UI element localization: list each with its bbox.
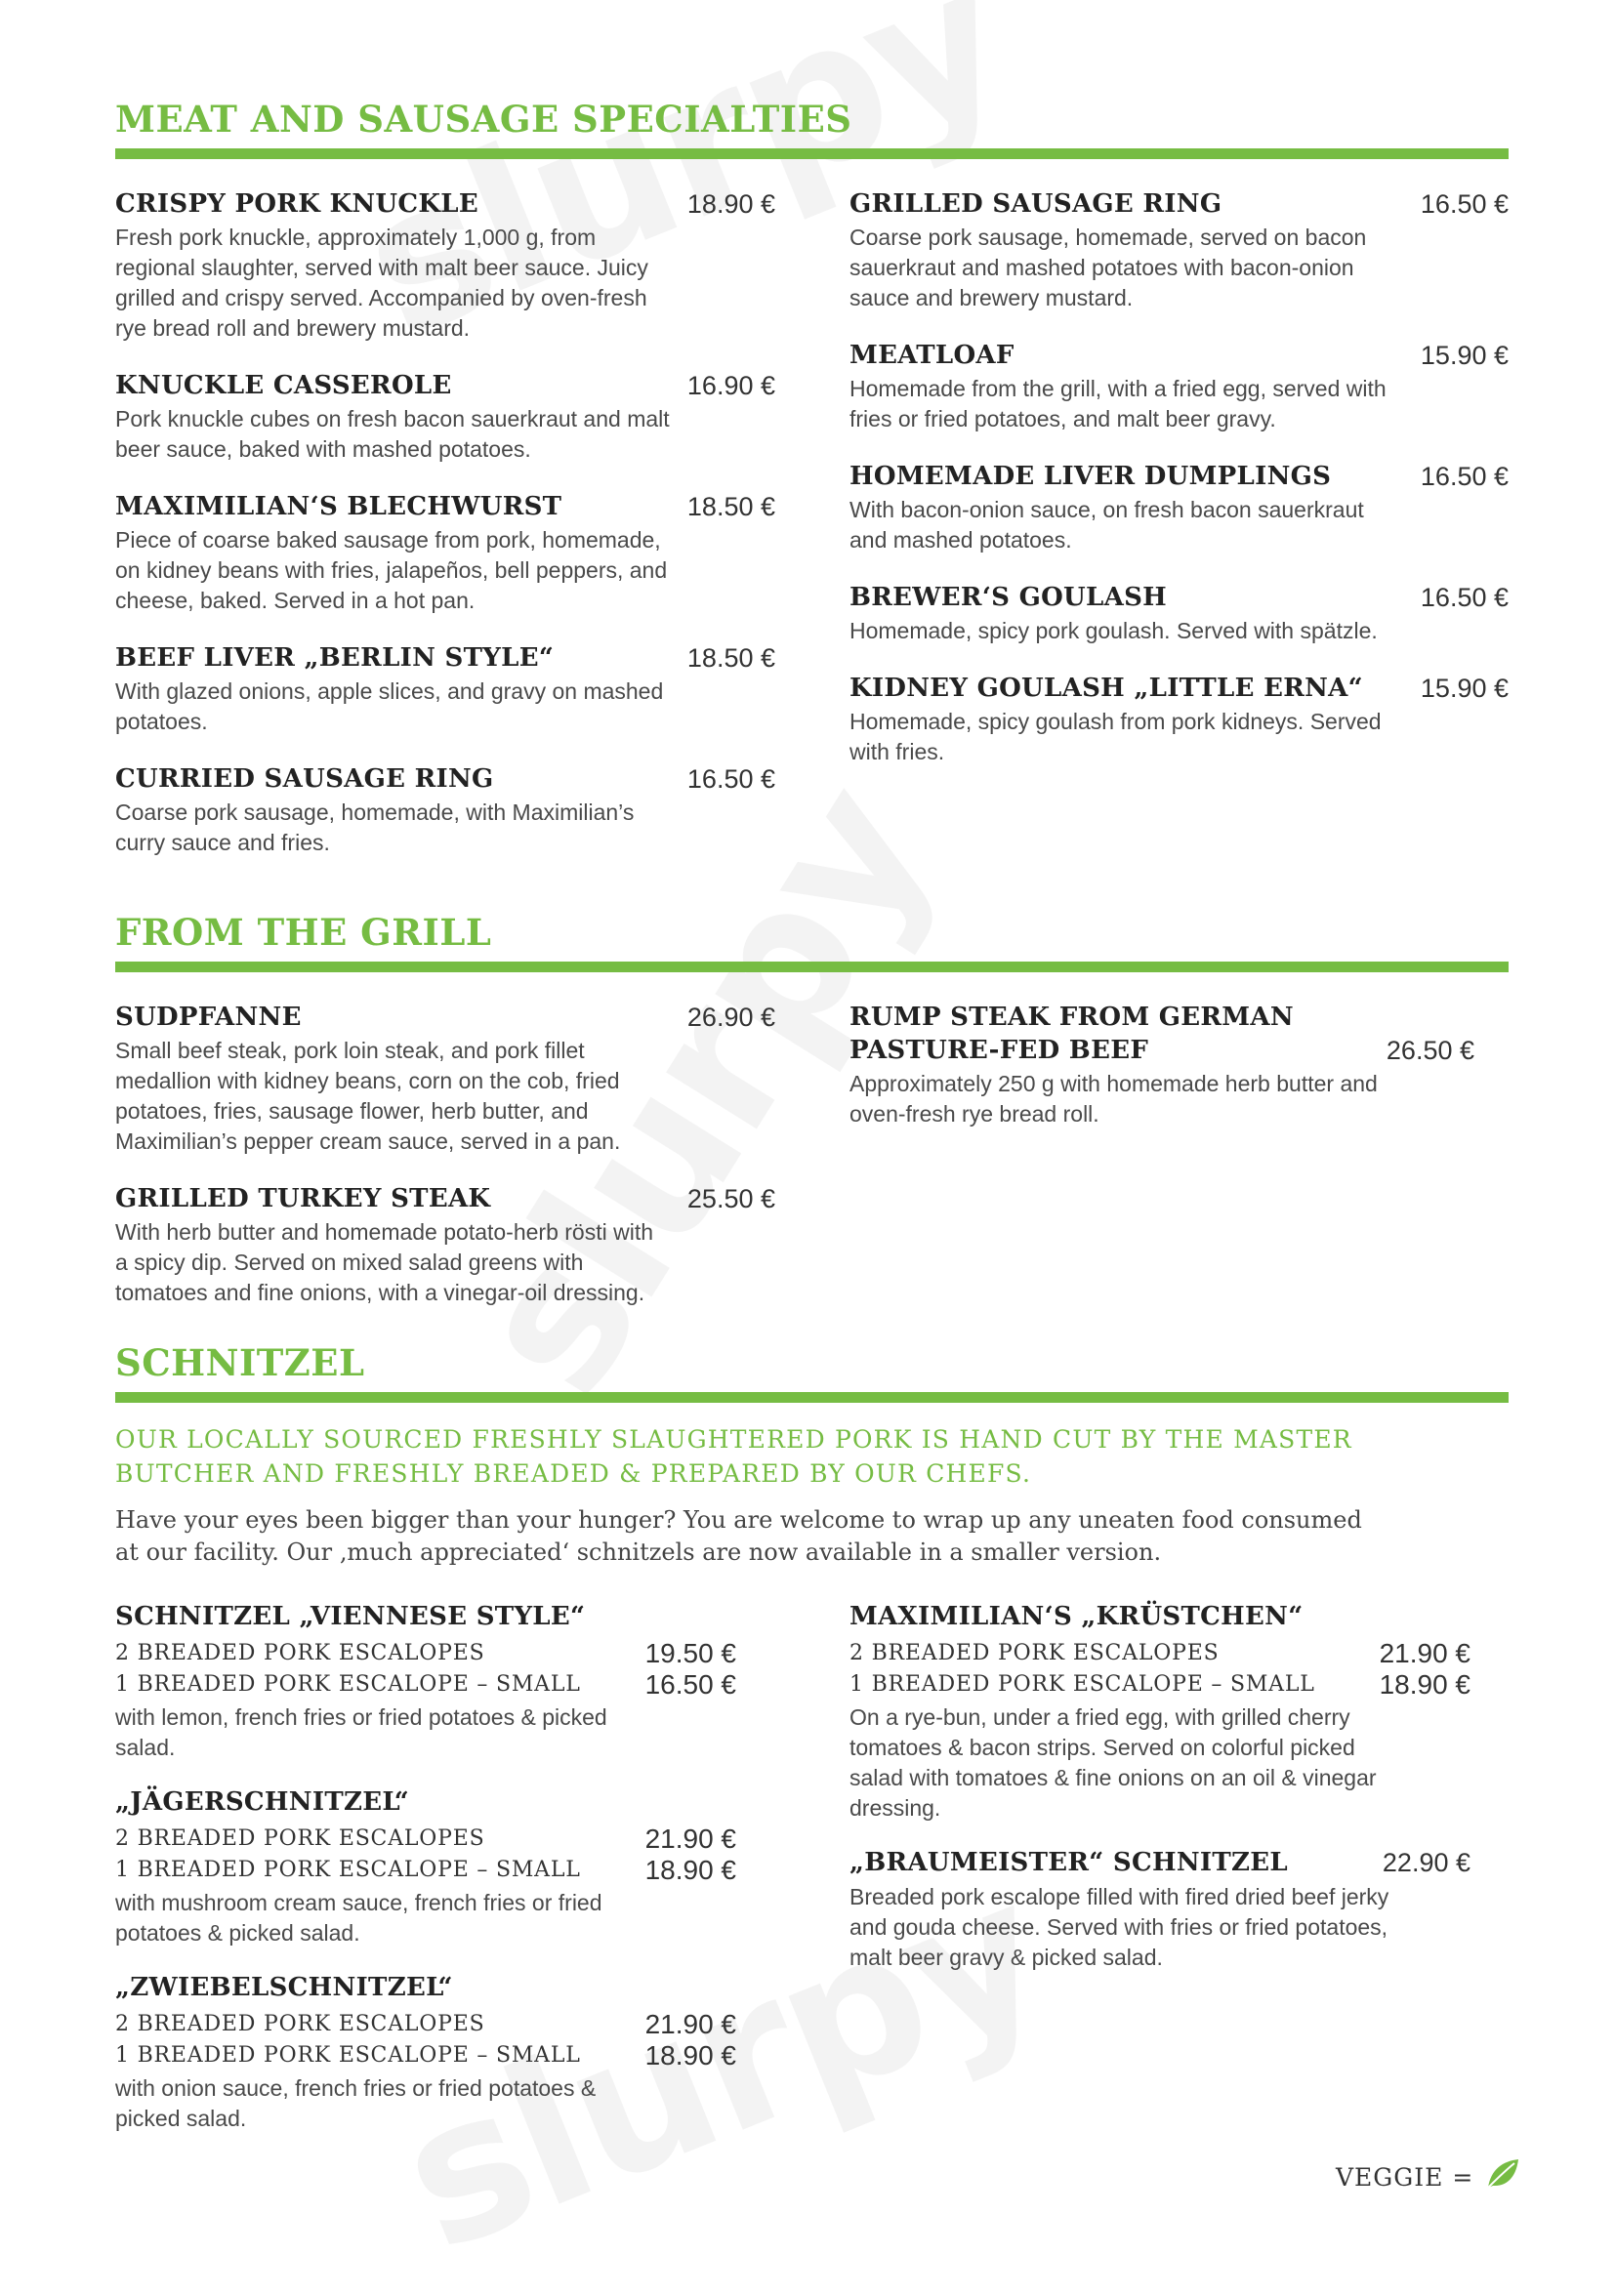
item-description: With herb butter and homemade potato-herb rösti with a spicy dip. Served on mixed salad greens with tomatoes and fine onions, with a vinegar-oil dressing. [115,1219,654,1305]
menu-item [849,339,1509,434]
portion-option [115,1638,775,1669]
item-description: Breaded pork escalope filled with fired dried beef jerky and gouda cheese. Served with fries or fried potatoes, malt beer gravy & picked salad. [849,1884,1389,1970]
menu-item [849,460,1509,555]
portion-label: 2 BREADED PORK ESCALOPES [115,2012,485,2036]
item-description: Homemade from the grill, with a fried egg, served with fries or fried potatoes, and malt beer gravy. [849,376,1387,431]
item-price: 16.50 € [1420,189,1509,219]
item-description: Pork knuckle cubes on fresh bacon sauerkraut and malt beer sauce, baked with mashed potatoes. [115,406,670,462]
item-price: 15.90 € [1420,674,1509,703]
portion-option [115,1669,775,1701]
grill-left-column [115,1001,775,1333]
item-price: 16.90 € [686,371,775,400]
item-name: CURRIED SAUSAGE RING [115,764,494,794]
item-name: CRISPY PORK KNUCKLE [115,189,478,219]
item-price: 22.90 € [1382,1848,1470,1877]
item-description: Piece of coarse baked sausage from pork, homemade, on kidney beans with fries, jalapeños, bell peppers, and cheese, baked. Served in a hot pan. [115,527,668,613]
item-price: 16.50 € [1420,583,1509,612]
portion-label: 2 BREADED PORK ESCALOPES [115,1641,485,1665]
item-description: With glazed onions, apple slices, and gravy on mashed potatoes. [115,678,664,734]
meat-right-column [849,187,1509,793]
portion-price: 18.90 € [1379,1669,1470,1700]
schnitzel-item [115,1970,775,2134]
item-price: 16.50 € [686,764,775,794]
item-name: RUMP STEAK FROM GERMAN [849,1003,1294,1032]
item-price: 15.90 € [1420,341,1509,370]
schnitzel-subheading: OUR LOCALLY SOURCED FRESHLY SLAUGHTERED PORK IS HAND CUT BY THE MASTER BUTCHER AND FRESHLY BREADED & PREPARED BY OUR CHEFS. [115,1425,1352,1488]
menu-item [849,1001,1474,1129]
portion-option [115,1855,775,1886]
item-price: 25.50 € [686,1184,775,1213]
menu-item [115,369,775,465]
item-name: SCHNITZEL „VIENNESE STYLE“ [115,1602,586,1631]
schnitzel-intro: Have your eyes been bigger than your hunger? You are welcome to wrap up any uneaten food consumed at our facility. Our ‚much appreciated‘ schnitzels are now available in a smaller version. [115,1506,1362,1566]
leaf-icon [1485,2157,1520,2196]
portion-option [849,1638,1510,1669]
portion-price: 21.90 € [644,2009,736,2039]
item-name: MAXIMILIAN‘S „KRÜSTCHEN“ [849,1602,1304,1631]
item-name: „ZWIEBELSCHNITZEL“ [115,1973,453,2002]
item-name: KIDNEY GOULASH „LITTLE ERNA“ [849,674,1363,703]
item-description: with mushroom cream sauce, french fries or fried potatoes & picked salad. [115,1890,602,1946]
section-rule [115,1392,1509,1403]
portion-price: 16.50 € [644,1669,736,1700]
portion-label: 1 BREADED PORK ESCALOPE – SMALL [115,2043,581,2068]
item-price: 18.90 € [686,189,775,219]
menu-item [115,187,775,344]
portion-option [115,2040,775,2071]
item-description: with lemon, french fries or fried potatoes & picked salad. [115,1704,607,1760]
schnitzel-left-column [115,1599,775,2155]
portion-label: 2 BREADED PORK ESCALOPES [849,1641,1220,1665]
menu-item [115,490,775,616]
item-description: Coarse pork sausage, homemade, with Maximilian’s curry sauce and fries. [115,800,635,855]
portion-price: 19.50 € [644,1638,736,1668]
item-name: KNUCKLE CASSEROLE [115,371,452,400]
section-rule [115,148,1509,159]
portion-price: 18.90 € [644,1855,736,1885]
item-description: Fresh pork knuckle, approximately 1,000 g, from regional slaughter, served with malt beer sauce. Juicy grilled and crispy served. Accompanied by oven-fresh rye bread roll and brewery mustard. [115,225,648,341]
portion-label: 1 BREADED PORK ESCALOPE – SMALL [115,1672,581,1697]
menu-item [115,641,775,737]
menu-item [849,581,1509,646]
portion-option [115,1824,775,1855]
portion-price: 18.90 € [644,2040,736,2070]
item-description: On a rye-bun, under a fried egg, with grilled cherry tomatoes & bacon strips. Served on colorful picked salad with tomatoes & fine onions on an oil & vinegar dressing. [849,1704,1377,1821]
item-price: 16.50 € [1420,462,1509,491]
section-rule [115,962,1509,972]
portion-price: 21.90 € [644,1824,736,1854]
schnitzel-right-column [849,1599,1510,1994]
item-price: 26.90 € [686,1003,775,1032]
portion-label: 1 BREADED PORK ESCALOPE – SMALL [849,1672,1315,1697]
item-name: GRILLED TURKEY STEAK [115,1184,491,1213]
item-price: 18.50 € [686,643,775,673]
item-name: SUDPFANNE [115,1003,302,1032]
section-title-schnitzel: SCHNITZEL [115,1341,365,1384]
item-name: MEATLOAF [849,341,1015,370]
item-name: „BRAUMEISTER“ SCHNITZEL [849,1848,1288,1877]
item-name: BREWER‘S GOULASH [849,583,1168,612]
portion-label: 1 BREADED PORK ESCALOPE – SMALL [115,1858,581,1882]
item-name: MAXIMILIAN‘S BLECHWURST [115,492,562,521]
item-description: Approximately 250 g with homemade herb butter and oven-fresh rye bread roll. [849,1071,1378,1127]
item-name: GRILLED SAUSAGE RING [849,189,1222,219]
item-description: Coarse pork sausage, homemade, served on bacon sauerkraut and mashed potatoes with bacon-onion sauce and brewery mustard. [849,225,1367,310]
portion-price: 21.90 € [1379,1638,1470,1668]
menu-item [115,1001,775,1157]
portion-option [115,2009,775,2040]
schnitzel-item [115,1784,775,1948]
item-price: 18.50 € [686,492,775,521]
item-description: With bacon-onion sauce, on fresh bacon sauerkraut and mashed potatoes. [849,497,1364,553]
portion-option [849,1669,1510,1701]
menu-item [849,672,1509,767]
meat-left-column [115,187,775,883]
portion-label: 2 BREADED PORK ESCALOPES [115,1826,485,1851]
menu-item [115,1182,775,1308]
item-name: „JÄGERSCHNITZEL“ [115,1787,409,1817]
item-description: with onion sauce, french fries or fried potatoes & picked salad. [115,2075,597,2131]
item-price: 26.50 € [1386,1036,1474,1065]
schnitzel-item [115,1599,775,1763]
item-name: HOMEMADE LIVER DUMPLINGS [849,462,1332,491]
menu-item [849,187,1509,313]
veggie-legend [1336,2157,1520,2196]
menu-item [115,762,775,858]
item-description: Homemade, spicy pork goulash. Served with spätzle. [849,618,1378,643]
item-description: Small beef steak, pork loin steak, and pork fillet medallion with kidney beans, corn on the cob, fried potatoes, fries, sausage flower, herb butter, and Maximilian’s pepper cream sauce, served in a pan. [115,1038,621,1154]
schnitzel-item [849,1599,1510,1824]
item-name: BEEF LIVER „BERLIN STYLE“ [115,643,555,673]
item-name-line2: PASTURE-FED BEEF [849,1036,1149,1065]
section-title-meat: MEAT AND SAUSAGE SPECIALTIES [115,98,852,141]
item-description: Homemade, spicy goulash from pork kidneys. Served with fries. [849,709,1382,764]
section-title-grill: FROM THE GRILL [115,911,492,954]
schnitzel-item [849,1845,1510,1973]
veggie-label: VEGGIE = [1336,2162,1474,2192]
grill-right-column [849,1001,1474,1155]
